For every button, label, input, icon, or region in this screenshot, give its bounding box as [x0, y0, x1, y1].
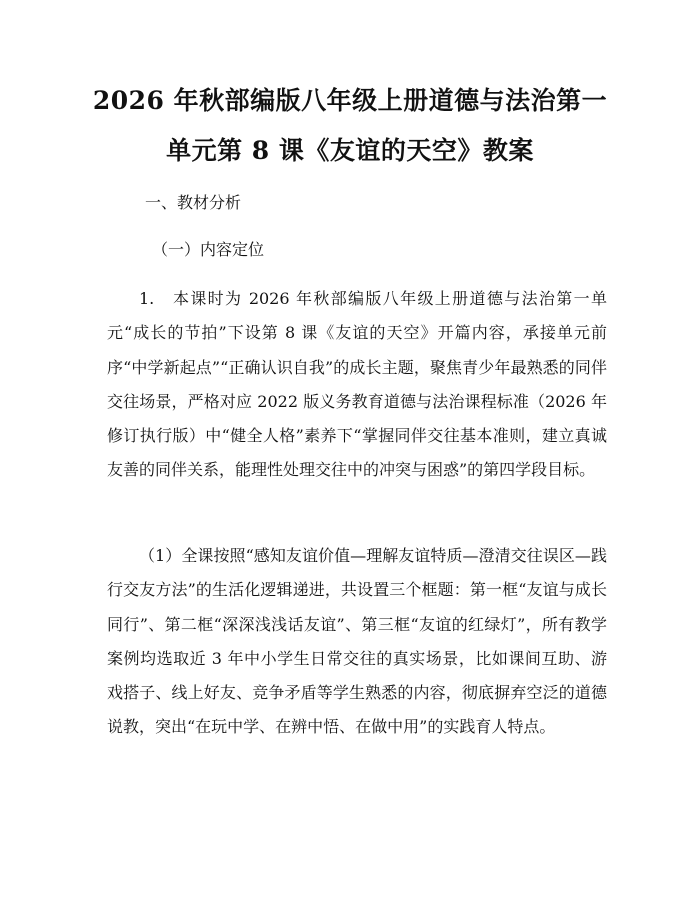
document-title-line-1: 2026 年秋部编版八年级上册道德与法治第一	[92, 86, 608, 115]
paragraph-course-structure: （1）全课按照“感知友谊价值—理解友谊特质—澄清交往误区—践行交友方法”的生活化逻辑递进，共设置三个框题：第一框“友谊与成长同行”、第二框“深深浅浅话友谊”、第三框“友谊的红绿灯”，所有教学案例均选取近 3 年中小学生日常交往的真实场景，比如课间互助、游戏搭子、线上好友、竞争矛盾等学生熟悉的内容，彻底摒弃空泛的道德说教，突出“在玩中学、在辨中悟、在做中用”的实践育人特点。	[107, 546, 607, 737]
subsection-heading-content-positioning: （一）内容定位	[152, 240, 265, 259]
section-heading-textbook-analysis: 一、教材分析	[145, 193, 242, 212]
paragraph-course-position: 1. 本课时为 2026 年秋部编版八年级上册道德与法治第一单元“成长的节拍”下设第 8 课《友谊的天空》开篇内容，承接单元前序“中学新起点”“正确认识自我”的成长主题，聚焦青少年最熟悉的同伴交往场景，严格对应 2022 版义务教育道德与法治课程标准（2026 年修订执行版）中“健全人格”素养下“掌握同伴交往基本准则，建立真诚友善的同伴关系，能理性处理交往中的冲突与困惑”的第四学段目标。	[107, 289, 607, 480]
document-title-line-2: 单元第 8 课《友谊的天空》教案	[166, 136, 534, 165]
